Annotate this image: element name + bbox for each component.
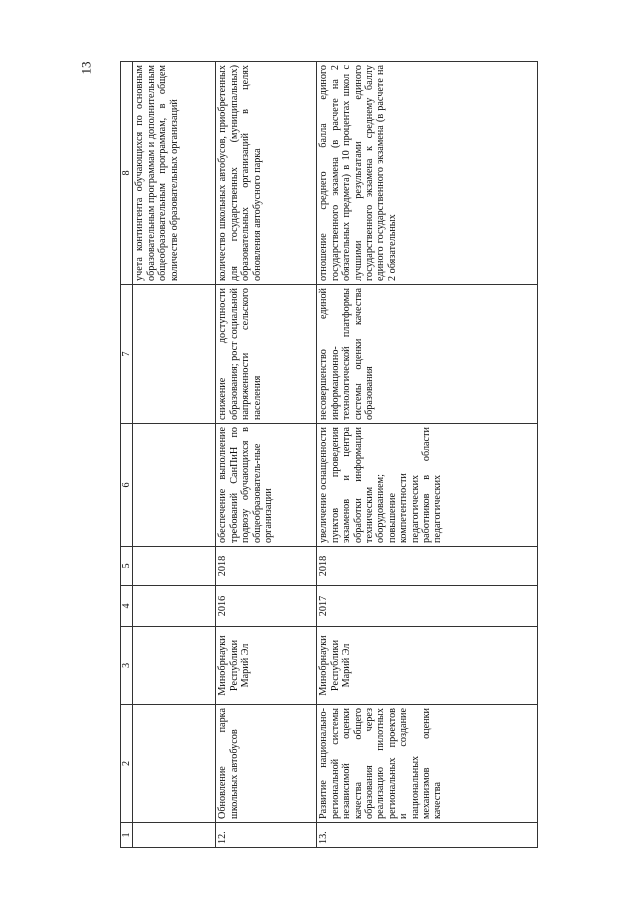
- executor: Минобрнауки Республики Марий Эл: [317, 627, 538, 705]
- indicator: количество школьных автобусов, приобретенных для государственных (муниципальных) образовательных организаций в целях обновления автобусного парка: [216, 62, 317, 285]
- executor: [133, 627, 216, 705]
- row-number: [133, 823, 216, 848]
- col-header-8: 8: [121, 62, 133, 285]
- col-header-5: 5: [121, 547, 133, 586]
- col-header-2: 2: [121, 705, 133, 823]
- end-year: [133, 547, 216, 586]
- col-header-7: 7: [121, 285, 133, 424]
- activity-name: Развитие национально-региональной системы независимой оценки качества общего образования через реализацию пилотных региональных проектов и создание национальных механизмов оценки качества: [317, 705, 538, 823]
- risk-consequence: [133, 285, 216, 424]
- expected-result: обеспечение выполнение требований СанПиН по подвозу обучающихся в общеобразователь-ные организации: [216, 424, 317, 547]
- start-year: [133, 586, 216, 627]
- executor: Минобрнауки Республики Марий Эл: [216, 627, 317, 705]
- table-row: [216, 62, 317, 848]
- expected-result: увеличение оснащенности пунктов проведения экзаменов и центра обработки информации техническим оборудованием; повышение компетентности педагогических работников в области педагогических: [317, 424, 538, 547]
- end-year: 2018: [216, 547, 317, 586]
- table-row: [317, 62, 538, 848]
- start-year: 2016: [216, 586, 317, 627]
- risk-consequence: снижение доступности образования; рост социальной напряженности сельского населения: [216, 285, 317, 424]
- activity-name: [133, 705, 216, 823]
- col-header-3: 3: [121, 627, 133, 705]
- risk-consequence: несовершенство единой информационно-технологической платформы системы оценки качества образования: [317, 285, 538, 424]
- table-row: [133, 62, 216, 848]
- row-number: 12.: [216, 823, 317, 848]
- col-header-6: 6: [121, 424, 133, 547]
- rotated-table-page: [120, 62, 528, 848]
- end-year: 2018: [317, 547, 538, 586]
- indicator: отношение среднего балла единого государственного экзамена (в расчете на 2 обязательных предмета) в 10 процентах школ с лучшими результатами единого государственного экзамена к среднему баллу единого государственного экзамена (в расчете на 2 обязательных: [317, 62, 538, 285]
- col-header-1: 1: [121, 823, 133, 848]
- activities-table: [120, 61, 538, 848]
- col-header-4: 4: [121, 586, 133, 627]
- header-row: [121, 62, 133, 848]
- page-number: 13: [78, 61, 93, 75]
- start-year: 2017: [317, 586, 538, 627]
- activity-name: Обновление парка школьных автобусов: [216, 705, 317, 823]
- row-number: 13.: [317, 823, 538, 848]
- expected-result: [133, 424, 216, 547]
- indicator: учета контингента обучающихся по основным образовательным программам и дополнительным общеобразовательным программам, в общем количестве образовательных организаций: [133, 62, 216, 285]
